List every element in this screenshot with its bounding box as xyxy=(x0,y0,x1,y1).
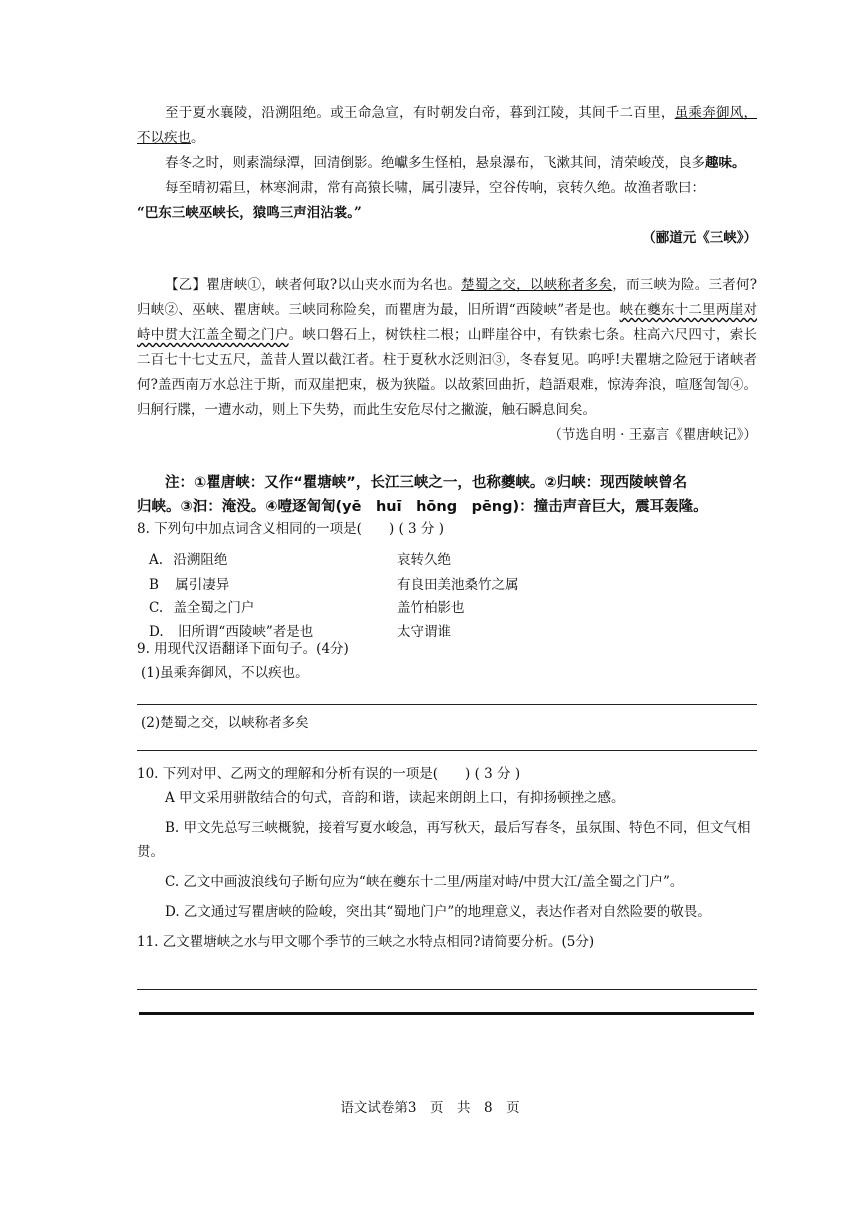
annotations xyxy=(137,471,757,519)
q8-option-c xyxy=(149,596,254,616)
text: 。 xyxy=(191,130,205,146)
question-8 xyxy=(137,517,757,541)
option-text-left: 属引凄异 xyxy=(175,577,230,593)
q8-option-b xyxy=(149,573,229,593)
question-9-sub-2: (2)楚蜀之交，以峡称者多矣 xyxy=(141,715,309,731)
q10-option-d: D. 乙文通过写瞿唐峡的险峻，突出其“蜀地门户”的地理意义，表达作者对自然险要的敬畏。 xyxy=(165,904,711,920)
q8-option-d-compare: 太守谓谁 xyxy=(397,624,451,640)
text: ，而三峡为险。三者何?归峡②、巫峡、瞿唐峡。三峡同称险矣，而瞿唐为最，旧所谓“西陵峡”者是也。 xyxy=(137,277,757,318)
bold-text: 趣味。 xyxy=(705,155,746,171)
option-text-left: 旧所谓“西陵峡”者是也 xyxy=(177,624,314,640)
question-9 xyxy=(137,637,757,661)
passage-jia-paragraph-3: 每至晴初霜旦，林寒涧肃，常有高猿长啸，属引凄异，空谷传响，哀转久绝。故渔者歌曰： xyxy=(165,180,705,196)
passage-yi-body xyxy=(137,273,757,423)
question-11-stem: 11. 乙文瞿塘峡之水与甲文哪个季节的三峡之水特点相同?请简要分析。(5分) xyxy=(137,934,595,950)
q8-option-b-compare: 有良田美池桑竹之属 xyxy=(397,577,519,593)
annotation-line-2: 归峡。③汩：淹没。④噎逐訇訇(yē huī hōng pēng)：撞击声音巨大，震耳轰隆。 xyxy=(137,499,708,515)
page-footer: 语文试卷第3 页 共 8 页 xyxy=(340,1100,520,1116)
question-10-stem: 10. 下列对甲、乙两文的理解和分析有误的一项是( ) ( 3 分 ) xyxy=(137,766,521,782)
answer-line-9-2[interactable] xyxy=(137,750,757,751)
option-text-left: 盖全蜀之门户 xyxy=(173,600,255,616)
option-label: D. xyxy=(149,624,164,640)
option-label: B xyxy=(149,577,159,593)
text: 春冬之时，则素湍绿潭，回清倒影。绝巘多生怪柏，悬泉瀑布，飞漱其间，清荣峻茂，良多 xyxy=(165,155,705,171)
underlined-sentence: 楚蜀之交，以峡称者多矣 xyxy=(461,277,613,293)
q10-option-b: B. 甲文先总写三峡概貌，接着写夏水峻急，再写秋天，最后写春冬，虽氛围、特色不同，但文气相贯。 xyxy=(137,820,751,860)
q8-option-a-compare: 哀转久绝 xyxy=(397,552,451,568)
answer-line-11[interactable] xyxy=(137,989,757,990)
answer-line-9-1[interactable] xyxy=(137,704,757,705)
underlined-sentence: 虽乘奔御风，不以疾也 xyxy=(137,105,758,146)
fisherman-song: “巴东三峡巫峡长，猿鸣三声泪沾裳。” xyxy=(137,205,362,221)
question-9-stem: 9. 用现代汉语翻译下面句子。(4分) xyxy=(137,641,349,657)
option-label: C. xyxy=(149,600,164,616)
text: 【乙】瞿唐峡①，峡者何取?以山夹水而为名也。 xyxy=(165,277,462,293)
text: 至于夏水襄陵，沿溯阻绝。或王命急宣，有时朝发白帝，暮到江陵，其间千二百里， xyxy=(165,105,675,121)
passage-jia xyxy=(137,101,757,251)
question-8-stem: 8. 下列句中加点词含义相同的一项是( ) ( 3 分 ) xyxy=(137,521,444,537)
passage-yi xyxy=(137,273,757,448)
q10-option-c: C. 乙文中画波浪线句子断句应为“峡在夔东十二里/两崖对峙/中贯大江/盖全蜀之门户”。 xyxy=(165,874,684,890)
passage-jia-source: （郦道元《三峡》） xyxy=(642,230,757,246)
question-10 xyxy=(137,762,757,954)
q8-option-a xyxy=(149,548,227,568)
question-9-sub-1: (1)虽乘奔御风，不以疾也。 xyxy=(141,665,309,681)
section-divider xyxy=(139,1012,754,1015)
option-label: A. xyxy=(149,552,164,568)
q8-option-c-compare: 盖竹柏影也 xyxy=(397,600,465,616)
annotation-line-1: 注：①瞿唐峡：又作“瞿塘峡”，长江三峡之一，也称夔峡。②归峡：现西陵峡曾名 xyxy=(165,475,688,491)
option-text-left: 沿溯阻绝 xyxy=(173,552,228,568)
passage-jia-paragraph-1 xyxy=(137,101,757,151)
q10-option-a: A 甲文采用骈散结合的句式，音韵和谐，读起来朗朗上口，有抑扬顿挫之感。 xyxy=(165,790,625,806)
wavy-underlined-sentence: 峡在夔东十二里两崖对峙中贯大江盖全蜀之门户 xyxy=(137,302,757,343)
passage-jia-paragraph-2 xyxy=(137,151,757,176)
text: 。峡口磐石上，树铁柱二根；山畔崖谷中，有铁索七条。柱高六尺四寸，索长二百七十七丈五尺，盖昔人置以截江者。柱于夏秋水泛则汩③，冬春复见。呜呼!夫瞿塘之险冠于诸峡者何?盖西南万水总注于斯，而双崖把束，极为狭隘。以故萦回曲折，趋語艰难，惊涛奔浪，喧豗訇訇④。归舸行牒，一遭水动，则上下失势，而此生安危尽付之撇漩，触石瞬息间矣。 xyxy=(137,327,757,418)
passage-yi-source: （节选自明 · 王嘉言《瞿唐峡记》） xyxy=(548,427,757,443)
